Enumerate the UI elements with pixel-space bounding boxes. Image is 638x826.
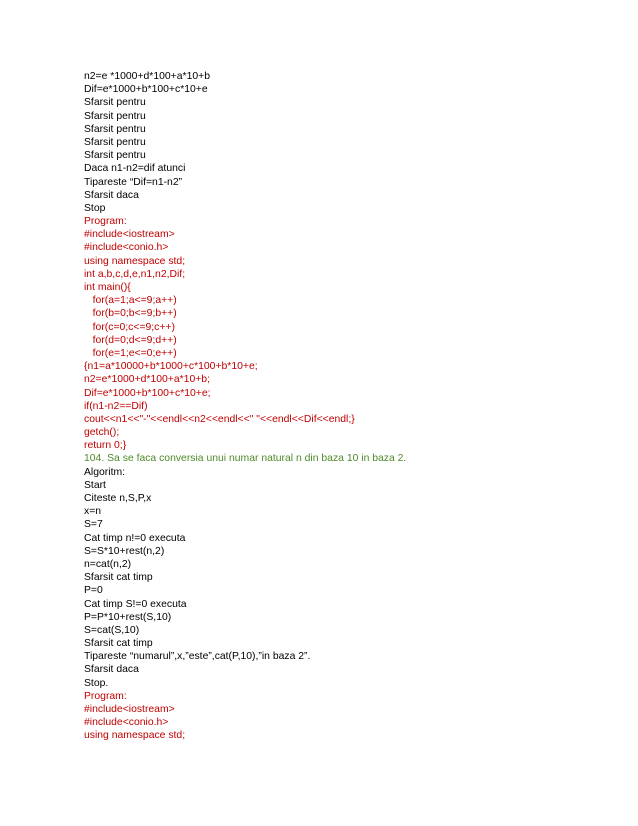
code-line: n2=e*1000+d*100+a*10+b; [84, 374, 210, 386]
algorithm-line: S=S*10+rest(n,2) [84, 545, 165, 557]
section-heading: 104. Sa se faca conversia unui numar natural n din baza 10 in baza 2. [84, 453, 407, 465]
code-line: for(a=1;a<=9;a++) [84, 295, 177, 307]
algorithm-line: Sfarsit pentru [84, 110, 146, 122]
code-line: #include<iostream> [84, 704, 175, 715]
algorithm-line: Tipareste “numarul”,x,”este”,cat(P,10),”in baza 2”. [84, 651, 311, 663]
code-line: #include<conio.h> [84, 717, 169, 729]
algorithm-line: n=cat(n,2) [84, 558, 132, 570]
code-line: using namespace std; [84, 255, 186, 267]
algorithm-line: Start [84, 479, 106, 491]
algorithm-line: Sfarsit pentru [84, 97, 146, 109]
algorithm-line: Daca n1-n2=dif atunci [84, 163, 186, 175]
algorithm-line: Sfarsit pentru [84, 136, 146, 148]
algorithm-line: P=P*10+rest(S,10) [84, 611, 172, 623]
code-line: #include<iostream> [84, 229, 175, 241]
algorithm-line: Citeste n,S,P,x [84, 493, 152, 504]
algorithm-line: x=n [84, 506, 102, 518]
algorithm-line: Sfarsit pentru [84, 150, 146, 162]
code-line: {n1=a*10000+b*1000+c*100+b*10+e; [84, 361, 258, 373]
code-line: int main(){ [84, 282, 131, 293]
algorithm-line: Cat timp S!=0 executa [84, 598, 187, 610]
algorithm-line: n2=e *1000+d*100+a*10+b [84, 71, 210, 82]
algorithm-line: Dif=e*1000+b*100+c*10+e [84, 84, 208, 96]
algorithm-line: Sfarsit pentru [84, 123, 146, 135]
code-line: cout<<n1<<"-"<<endl<<n2<<endl<<" "<<endl<<Dif<<endl;} [84, 413, 355, 425]
algorithm-line: Algoritm: [84, 466, 125, 478]
code-line: for(b=0;b<=9;b++) [84, 308, 177, 320]
algorithm-line: Tipareste “Dif=n1-n2” [84, 176, 183, 188]
code-line: for(e=1;e<=0;e++) [84, 347, 177, 359]
code-line: for(c=0;c<=9;c++) [84, 321, 175, 333]
code-line: #include<conio.h> [84, 242, 169, 254]
code-line: if(n1-n2==Dif) [84, 400, 148, 412]
code-line: for(d=0;d<=9;d++) [84, 334, 177, 346]
code-line: Dif=e*1000+b*100+c*10+e; [84, 387, 211, 399]
algorithm-line: Stop [84, 202, 106, 214]
algorithm-line: Stop. [84, 677, 109, 689]
algorithm-line: S=cat(S,10) [84, 624, 140, 636]
document-page [84, 70, 624, 743]
algorithm-line: S=7 [84, 519, 103, 531]
code-line: Program: [84, 690, 127, 702]
algorithm-line: Sfarsit cat timp [84, 572, 153, 584]
algorithm-line: Cat timp n!=0 executa [84, 532, 186, 544]
algorithm-line: Sfarsit cat timp [84, 638, 153, 650]
code-line: Program: [84, 216, 127, 228]
code-line: int a,b,c,d,e,n1,n2,Dif; [84, 268, 186, 280]
algorithm-line: P=0 [84, 585, 103, 597]
code-line: return 0;} [84, 440, 127, 452]
algorithm-line: Sfarsit daca [84, 189, 139, 201]
algorithm-line: Sfarsit daca [84, 664, 139, 676]
code-line: getch(); [84, 427, 120, 439]
code-line: using namespace std; [84, 730, 186, 742]
